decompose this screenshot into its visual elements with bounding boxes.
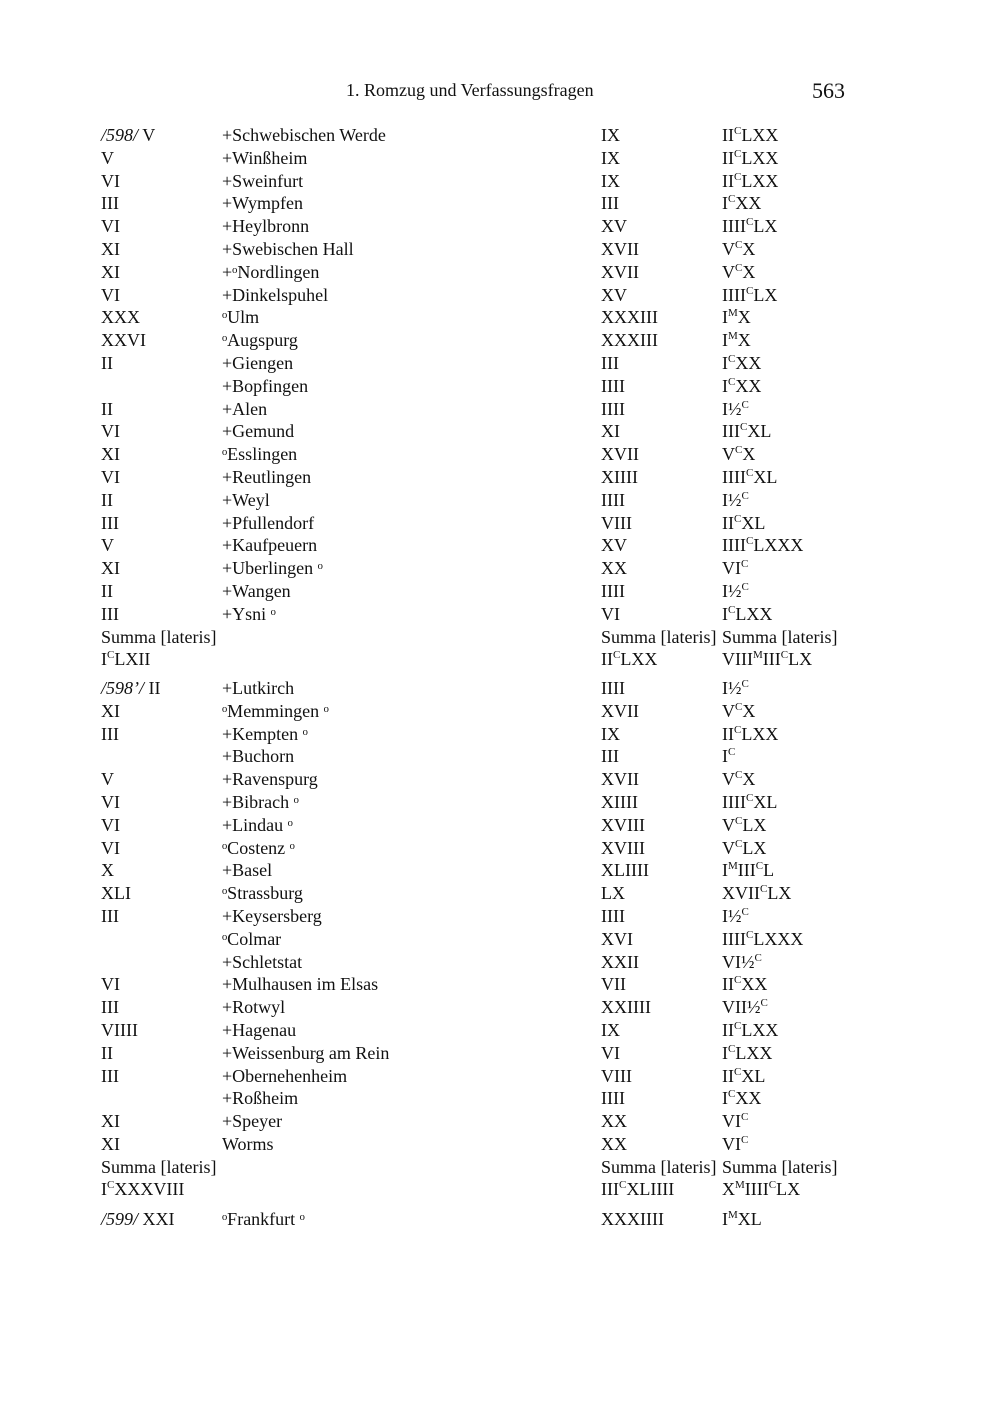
cell-count: V	[101, 535, 114, 556]
cell-count: III	[101, 723, 119, 744]
cell-city: +Giengen	[222, 352, 294, 373]
cell-value-b: $I^C$	[722, 746, 736, 767]
cell-value-b: $II^CXL$	[722, 512, 766, 533]
table-row	[0, 677, 1004, 700]
cell-value-a: IX	[601, 1019, 620, 1040]
cell-count: /598’/ II	[101, 678, 161, 698]
cell-city: +Keysersberg	[222, 905, 322, 926]
cell-city: +Sweinfurt	[222, 170, 304, 191]
cell-count: II	[101, 489, 113, 510]
cell-count: XI	[101, 444, 120, 465]
cell-city: +Schletstat	[222, 951, 303, 972]
cell-city: +Bopfingen	[222, 375, 309, 396]
table-row	[0, 534, 1004, 557]
cell-value-b: $V^CX$	[722, 238, 756, 259]
table-row	[0, 557, 1004, 580]
cell-city: +Alen	[222, 398, 268, 419]
cell-value-b: $IIII^CLX$	[722, 284, 778, 305]
cell-city: +Kempten ᵒ	[222, 723, 308, 744]
summa-cell: Summa [lateris] $VIII^MIII^CLX$	[722, 626, 838, 670]
cell-value-b: $I^CXX$	[722, 193, 762, 214]
cell-value-b: $II^CXX$	[722, 974, 768, 995]
summa-cell: Summa [lateris] $II^CLXX$	[601, 626, 717, 670]
cell-value-a: XV	[601, 284, 627, 305]
cell-count: VI	[101, 421, 120, 442]
table-row	[0, 1065, 1004, 1088]
cell-value-a: XX	[601, 558, 627, 579]
table-row	[0, 1042, 1004, 1065]
cell-value-a: IIII	[601, 398, 625, 419]
cell-value-a: XVII	[601, 444, 639, 465]
cell-value-a: VI	[601, 1042, 620, 1063]
summa-row	[0, 1156, 1004, 1201]
cell-count: XI	[101, 1111, 120, 1132]
cell-value-a: IIII	[601, 1088, 625, 1109]
cell-city: ᵒAugspurg	[222, 330, 298, 351]
cell-city: +ᵒNordlingen	[222, 261, 320, 282]
cell-count: X	[101, 860, 114, 881]
cell-count: VI	[101, 466, 120, 487]
cell-value-a: VIII	[601, 1065, 632, 1086]
table-row	[0, 192, 1004, 215]
cell-value-a: III	[601, 193, 619, 214]
cell-value-b: $II^CLXX$	[722, 147, 779, 168]
cell-value-b: $I^MXL$	[722, 1209, 762, 1229]
cell-value-a: XVIII	[601, 837, 645, 858]
cell-value-a: IIII	[601, 580, 625, 601]
cell-city: +Dinkelspuhel	[222, 284, 329, 305]
cell-city: +Hagenau	[222, 1019, 297, 1040]
cell-count: III	[101, 997, 119, 1018]
cell-value-a: VI	[601, 603, 620, 624]
cell-value-a: IIII	[601, 905, 625, 926]
table-row	[0, 580, 1004, 603]
table-row	[0, 837, 1004, 860]
cell-value-a: XVII	[601, 261, 639, 282]
cell-value-b: $III^CXL$	[722, 421, 772, 442]
cell-value-a: XIIII	[601, 791, 638, 812]
cell-city: +Ysni ᵒ	[222, 603, 276, 624]
cell-count: III	[101, 905, 119, 926]
cell-city: +Weyl	[222, 489, 270, 510]
cell-value-a: III	[601, 352, 619, 373]
table-row	[0, 443, 1004, 466]
cell-value-a: XXXIII	[601, 330, 658, 351]
table-row	[0, 420, 1004, 443]
table-row	[0, 882, 1004, 905]
cell-value-b: I½$^C$	[722, 398, 749, 419]
cell-city: +Lutkirch	[222, 678, 295, 698]
table-row	[0, 375, 1004, 398]
cell-value-a: IIII	[601, 678, 625, 698]
table-row	[0, 700, 1004, 723]
table-row	[0, 329, 1004, 352]
cell-city: +Kaufpeuern	[222, 535, 318, 556]
table-section-598b	[0, 677, 1004, 1201]
table-row	[0, 973, 1004, 996]
cell-count: VI	[101, 814, 120, 835]
table-row	[0, 1110, 1004, 1133]
summa-row	[0, 626, 1004, 671]
cell-value-a: XXXIIII	[601, 1209, 664, 1229]
cell-value-b: $V^CX$	[722, 261, 756, 282]
cell-count: II	[101, 352, 113, 373]
cell-value-b: $VI^C$	[722, 1111, 749, 1132]
cell-city: ᵒCostenz ᵒ	[222, 837, 295, 858]
cell-value-b: $II^CLXX$	[722, 170, 779, 191]
cell-value-a: IX	[601, 170, 620, 191]
cell-value-b: $VI^C$	[722, 1133, 749, 1154]
cell-city: +Weissenburg am Rein	[222, 1042, 390, 1063]
cell-value-a: IIII	[601, 489, 625, 510]
cell-value-b: $IIII^CLXXX$	[722, 928, 804, 949]
table-row	[0, 768, 1004, 791]
cell-value-a: VIII	[601, 512, 632, 533]
cell-value-b: $V^CLX$	[722, 814, 767, 835]
running-title: 1. Romzug und Verfassungsfragen	[346, 80, 594, 100]
table-row	[0, 1087, 1004, 1110]
cell-city: +Reutlingen	[222, 466, 312, 487]
cell-count: V	[101, 769, 114, 790]
cell-value-a: XXII	[601, 951, 639, 972]
cell-city: +Buchorn	[222, 746, 295, 767]
cell-city: +Gemund	[222, 421, 295, 442]
table-row	[0, 951, 1004, 974]
cell-value-b: I½$^C$	[722, 678, 749, 698]
cell-value-a: IIII	[601, 375, 625, 396]
summa-cell: Summa [lateris] $X^MIIII^CLX$	[722, 1156, 838, 1200]
cell-value-a: XV	[601, 216, 627, 237]
table-row	[0, 306, 1004, 329]
cell-value-a: XVII	[601, 238, 639, 259]
cell-value-a: XV	[601, 535, 627, 556]
cell-city: +Roßheim	[222, 1088, 299, 1109]
cell-value-b: $IIII^CXL$	[722, 791, 778, 812]
cell-value-b: $V^CLX$	[722, 837, 767, 858]
cell-city: +Bibrach ᵒ	[222, 791, 299, 812]
cell-city: +Winßheim	[222, 147, 308, 168]
cell-city: +Wympfen	[222, 193, 304, 214]
cell-city: +Speyer	[222, 1111, 283, 1132]
cell-city: +Ravenspurg	[222, 769, 318, 790]
cell-count: VI	[101, 837, 120, 858]
table-row	[0, 124, 1004, 147]
table-row	[0, 603, 1004, 626]
cell-value-b: $V^CX$	[722, 769, 756, 790]
cell-count: II	[101, 1042, 113, 1063]
cell-value-b: $XVII^CLX$	[722, 883, 792, 904]
cell-value-a: IX	[601, 147, 620, 168]
table-row	[0, 398, 1004, 421]
cell-value-b: $II^CLXX$	[722, 125, 779, 145]
cell-count: II	[101, 398, 113, 419]
cell-value-b: $I^CXX$	[722, 375, 762, 396]
cell-count: XI	[101, 238, 120, 259]
cell-value-a: XVII	[601, 700, 639, 721]
cell-value-b: I½$^C$	[722, 905, 749, 926]
table-section-599	[0, 1208, 1004, 1231]
cell-value-a: XVIII	[601, 814, 645, 835]
cell-value-b: $I^CLXX$	[722, 1042, 773, 1063]
cell-city: +Swebischen Hall	[222, 238, 354, 259]
cell-value-b: $V^CX$	[722, 700, 756, 721]
cell-city: ᵒMemmingen ᵒ	[222, 700, 329, 721]
cell-value-b: $I^MIII^CL$	[722, 860, 775, 881]
table-row	[0, 745, 1004, 768]
cell-value-b: I½$^C$	[722, 489, 749, 510]
table-row	[0, 261, 1004, 284]
cell-value-b: $I^CXX$	[722, 352, 762, 373]
cell-value-a: LX	[601, 883, 625, 904]
cell-value-b: $V^CX$	[722, 444, 756, 465]
table-row	[0, 284, 1004, 307]
cell-value-b: $II^CLXX$	[722, 1019, 779, 1040]
table-row	[0, 466, 1004, 489]
cell-value-a: XXXIII	[601, 307, 658, 328]
cell-city: ᵒEsslingen	[222, 444, 298, 465]
cell-count: XXVI	[101, 330, 146, 351]
cell-city: +Obernehenheim	[222, 1065, 348, 1086]
cell-count: III	[101, 603, 119, 624]
table-row	[0, 791, 1004, 814]
cell-city: +Mulhausen im Elsas	[222, 974, 379, 995]
cell-value-b: $IIII^CLXXX$	[722, 535, 804, 556]
table-row	[0, 928, 1004, 951]
cell-count: III	[101, 193, 119, 214]
cell-value-b: $I^MX$	[722, 330, 751, 351]
cell-value-a: IX	[601, 723, 620, 744]
table-row	[0, 996, 1004, 1019]
table-row	[0, 723, 1004, 746]
table-row	[0, 859, 1004, 882]
table-row	[0, 905, 1004, 928]
cell-count: XI	[101, 558, 120, 579]
cell-value-a: VII	[601, 974, 626, 995]
table-row	[0, 215, 1004, 238]
cell-count: /598/ V	[101, 125, 156, 145]
cell-count: III	[101, 1065, 119, 1086]
cell-count: XI	[101, 1133, 120, 1154]
cell-value-b: VII½$^C$	[722, 997, 768, 1018]
table-section-598	[0, 124, 1004, 671]
cell-city: ᵒUlm	[222, 307, 260, 328]
cell-value-a: XIIII	[601, 466, 638, 487]
cell-city: ᵒColmar	[222, 928, 282, 949]
table-row	[0, 147, 1004, 170]
cell-value-a: XVI	[601, 928, 633, 949]
cell-value-b: $I^CLXX$	[722, 603, 773, 624]
table-row	[0, 1019, 1004, 1042]
cell-city: +Uberlingen ᵒ	[222, 558, 323, 579]
cell-count: XI	[101, 261, 120, 282]
cell-value-a: XVII	[601, 769, 639, 790]
cell-city: ᵒFrankfurt ᵒ	[222, 1209, 305, 1229]
cell-value-b: $VI^C$	[722, 558, 749, 579]
cell-count: VI	[101, 216, 120, 237]
cell-count: XI	[101, 700, 120, 721]
cell-count: VI	[101, 284, 120, 305]
cell-count: XXX	[101, 307, 140, 328]
cell-city: ᵒStrassburg	[222, 883, 303, 904]
cell-count: XLI	[101, 883, 131, 904]
summa-cell: Summa [lateris] $I^CXXXVIII$	[101, 1156, 217, 1200]
table-row	[0, 238, 1004, 261]
cell-value-a: XX	[601, 1111, 627, 1132]
cell-value-a: XXIIII	[601, 997, 651, 1018]
table-row	[0, 1208, 1004, 1231]
cell-city: Worms	[222, 1133, 274, 1154]
cell-city: +Pfullendorf	[222, 512, 315, 533]
cell-count: VI	[101, 791, 120, 812]
cell-value-a: XI	[601, 421, 620, 442]
cell-city: +Rotwyl	[222, 997, 286, 1018]
table-row	[0, 1133, 1004, 1156]
cell-value-b: $I^MX$	[722, 307, 751, 328]
cell-count: V	[101, 147, 114, 168]
cell-city: +Basel	[222, 860, 273, 881]
table-row	[0, 512, 1004, 535]
cell-count: II	[101, 580, 113, 601]
cell-count: VI	[101, 974, 120, 995]
cell-city: +Wangen	[222, 580, 291, 601]
cell-value-a: IX	[601, 125, 620, 145]
table-row	[0, 489, 1004, 512]
table-row	[0, 814, 1004, 837]
cell-city: +Lindau ᵒ	[222, 814, 293, 835]
cell-value-a: III	[601, 746, 619, 767]
cell-value-b: I½$^C$	[722, 580, 749, 601]
summa-cell: Summa [lateris] $I^CLXII$	[101, 626, 217, 670]
cell-value-b: $IIII^CXL$	[722, 466, 778, 487]
table-row	[0, 170, 1004, 193]
cell-count: VI	[101, 170, 120, 191]
summa-cell: Summa [lateris] $III^CXLIIII$	[601, 1156, 717, 1200]
cell-value-b: $II^CLXX$	[722, 723, 779, 744]
cell-value-a: XX	[601, 1133, 627, 1154]
table-row	[0, 352, 1004, 375]
cell-count: /599/ XXI	[101, 1209, 175, 1229]
cell-city: +Heylbronn	[222, 216, 310, 237]
cell-value-b: $IIII^CLX$	[722, 216, 778, 237]
cell-city: +Schwebischen Werde	[222, 125, 386, 145]
cell-value-b: VI½$^C$	[722, 951, 762, 972]
cell-value-b: $II^CXL$	[722, 1065, 766, 1086]
page-number: 563	[812, 78, 845, 103]
cell-count: III	[101, 512, 119, 533]
cell-value-a: XLIIII	[601, 860, 649, 881]
cell-count: VIIII	[101, 1019, 138, 1040]
cell-value-b: $I^CXX$	[722, 1088, 762, 1109]
